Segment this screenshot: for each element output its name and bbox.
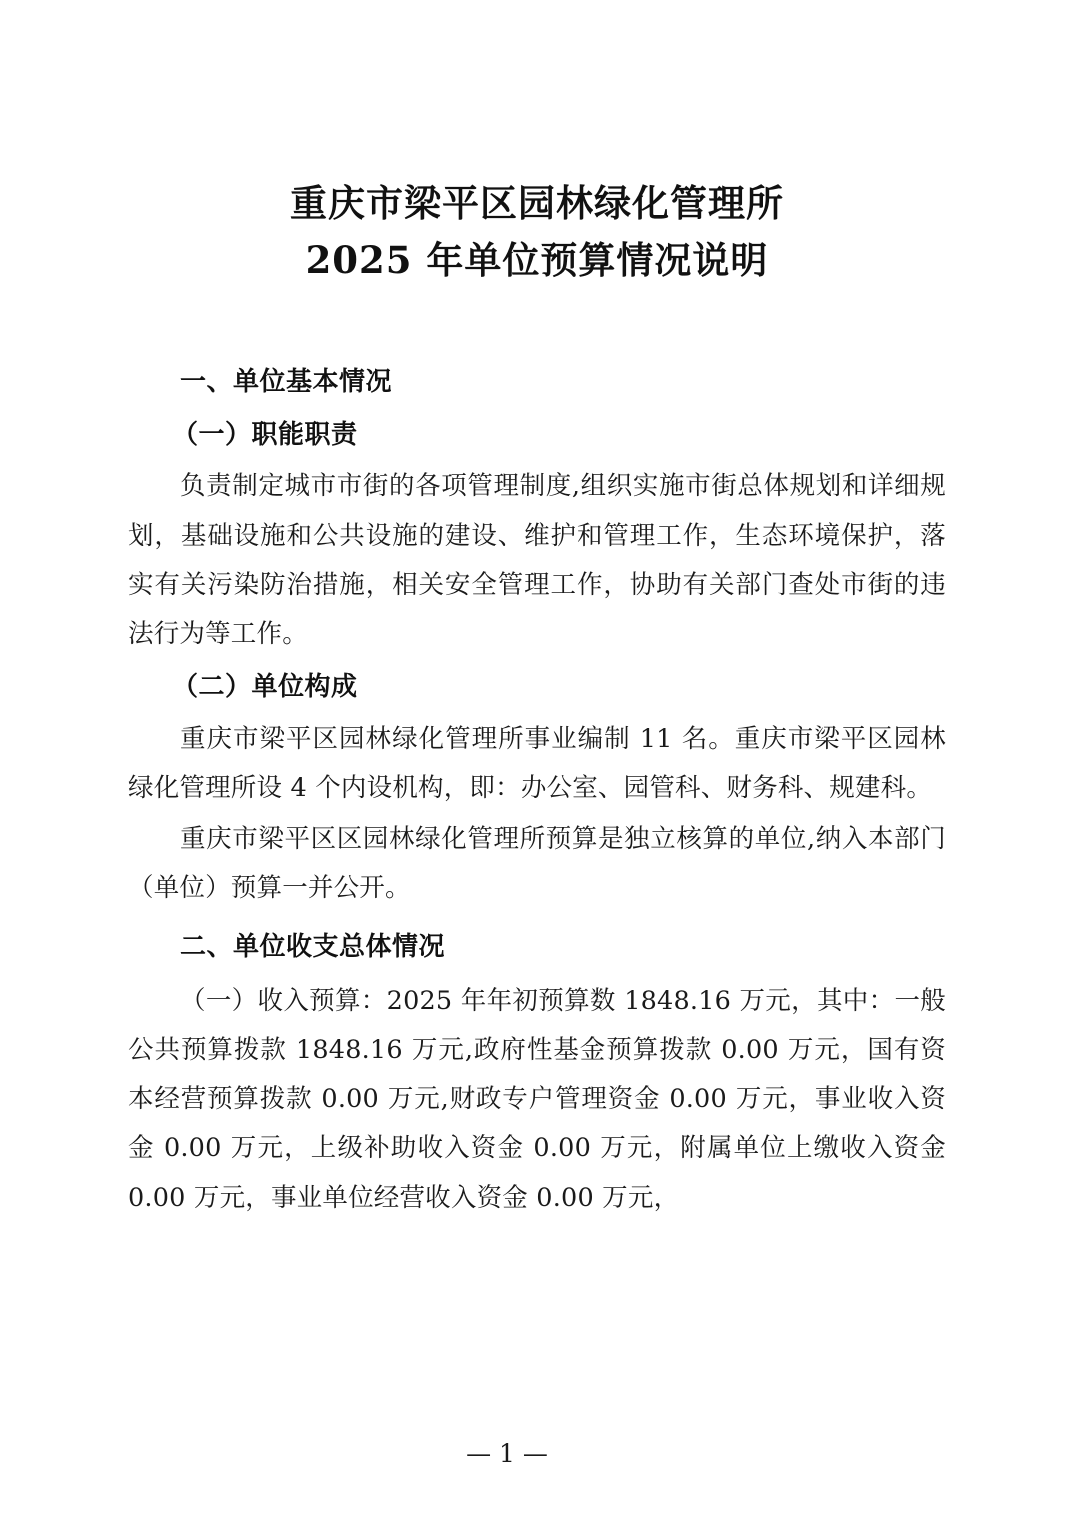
paragraph-revenue-budget: （一）收入预算：2025 年年初预算数 1848.16 万元，其中：一般公共预算拨款 1848.16 万元,政府性基金预算拨款 0.00 万元，国有资本经营预算拨款 0.00 万元,财政专户管理资金 0.00 万元，事业收入资金 0.00 万元，上级补助收入资金 0.00 万元，附属单位上缴收入资金 0.00 万元，事业单位经营收入资金 0.00 万元， — [128, 985, 946, 1213]
paragraph-composition-budget-unit: 重庆市梁平区区园林绿化管理所预算是独立核算的单位,纳入本部门（单位）预算一并公开。 — [128, 824, 946, 904]
section-heading-revenue-expenditure: 二、单位收支总体情况 — [180, 932, 446, 963]
title-line-1: 重庆市梁平区园林绿化管理所 — [290, 181, 784, 225]
title-spacer — [128, 290, 946, 348]
subheading-duties: （一）职能职责 — [172, 420, 358, 451]
section-heading-basic-info: 一、单位基本情况 — [180, 366, 393, 397]
paragraph-composition-staffing: 重庆市梁平区园林绿化管理所事业编制 11 名。重庆市梁平区园林绿化管理所设 4 个内设机构，即：办公室、园管科、财务科、规建科。 — [128, 723, 946, 803]
title-line-2: 2025 年单位预算情况说明 — [305, 238, 769, 283]
page-title — [128, 175, 946, 290]
page-number: — 1 — — [466, 1439, 548, 1468]
paragraph-duties: 负责制定城市市街的各项管理制度,组织实施市街总体规划和详细规划，基础设施和公共设施的建设、维护和管理工作，生态环境保护，落实有关污染防治措施，相关安全管理工作，协助有关部门查处市街的违法行为等工作。 — [128, 471, 946, 650]
subheading-composition: （二）单位构成 — [172, 672, 358, 703]
